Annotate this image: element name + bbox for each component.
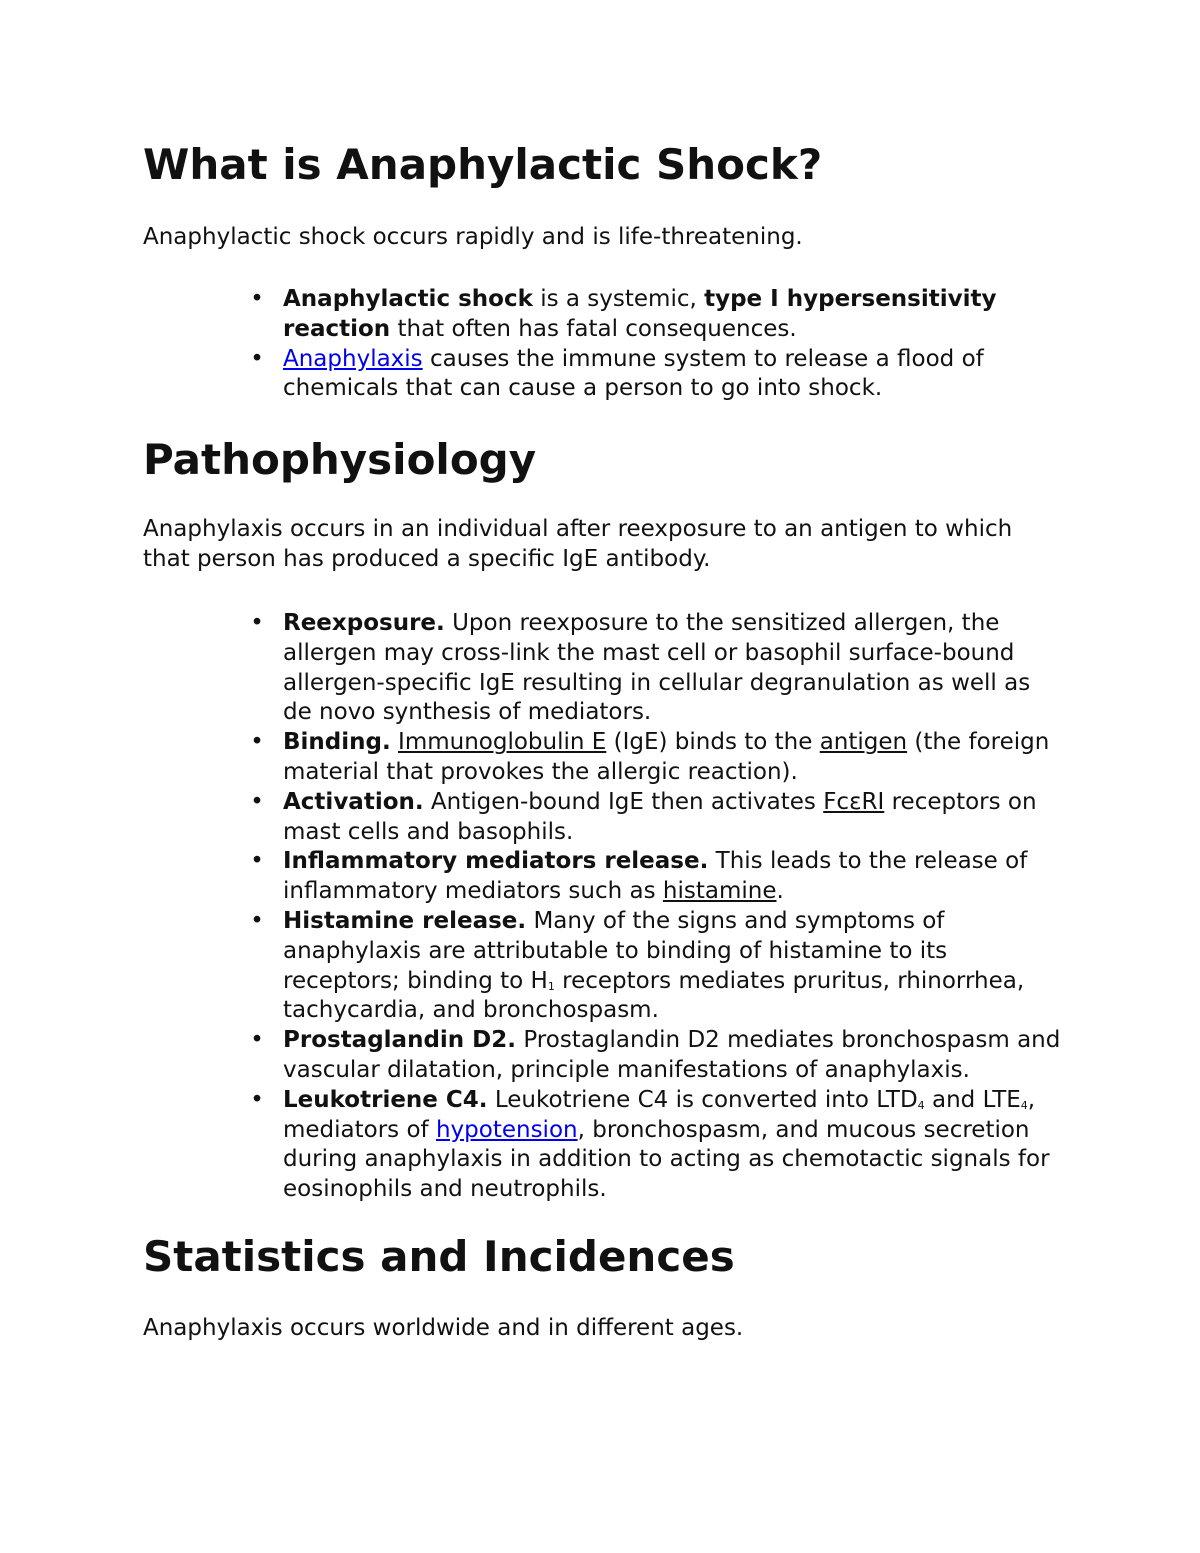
list-item xyxy=(250,1026,1063,1086)
bullet-icon: • xyxy=(250,610,264,636)
link-antigen[interactable]: antigen xyxy=(819,729,908,756)
link-hypotension[interactable]: hypotension xyxy=(435,1116,578,1143)
list-item xyxy=(250,285,1063,345)
body-text: is a systemic, xyxy=(532,286,705,312)
bullet-icon: • xyxy=(250,286,264,312)
heading-statistics-and-incidences: Statistics and Incidences xyxy=(143,1232,735,1281)
bullet-icon: • xyxy=(250,1027,264,1054)
list-item xyxy=(250,847,1063,907)
link-anaphylaxis[interactable]: Anaphylaxis xyxy=(283,345,423,372)
bullet-list-1 xyxy=(143,285,1063,404)
body-text: causes the immune system to release a flood of chemicals that can cause a person to go into shock. xyxy=(283,345,984,402)
body-text: that often has fatal consequences. xyxy=(390,315,797,342)
bold-term: Activation. xyxy=(283,788,424,815)
bullet-icon: • xyxy=(250,729,264,756)
intro-paragraph-3: Anaphylaxis occurs worldwide and in different ages. xyxy=(143,1315,744,1341)
link-immunoglobulin-e[interactable]: Immunoglobulin E xyxy=(398,729,607,756)
list-item xyxy=(250,788,1063,848)
subscript: 4 xyxy=(1020,1098,1028,1112)
bullet-icon: • xyxy=(250,788,264,815)
bold-term: Reexposure. xyxy=(283,610,445,636)
bullet-icon: • xyxy=(250,345,264,372)
body-text: receptors on mast cells and basophils. xyxy=(283,788,1037,845)
body-text: and LTE xyxy=(924,1086,1021,1113)
list-item xyxy=(250,345,1063,405)
bullet-icon: • xyxy=(250,1086,264,1113)
heading-pathophysiology: Pathophysiology xyxy=(143,435,537,484)
intro-paragraph-1: Anaphylactic shock occurs rapidly and is life-threatening. xyxy=(143,224,803,250)
body-text: Leukotriene C4 is converted into LTD xyxy=(487,1086,918,1113)
body-text: , mediators of xyxy=(283,1086,1036,1143)
body-text: Many of the signs and symptoms of anaphylaxis are attributable to binding of histamine to its receptors; binding to H xyxy=(283,907,948,994)
body-text: receptors mediates pruritus, rhinorrhea, tachycardia, and bronchospasm. xyxy=(283,967,1025,1024)
bold-term: Prostaglandin D2. xyxy=(283,1027,517,1054)
body-text xyxy=(391,729,398,755)
body-text: (IgE) binds to the xyxy=(606,729,820,756)
list-item xyxy=(250,907,1063,1026)
body-text: , bronchospasm, and mucous secretion during anaphylaxis in addition to acting as chemotactic signals for eosinophils and neutrophils. xyxy=(283,1116,1050,1203)
bold-term: Anaphylactic shock xyxy=(283,286,533,312)
list-item xyxy=(250,728,1063,788)
body-text: . xyxy=(776,878,784,905)
bold-term: type I hypersensitivity reaction xyxy=(283,286,997,342)
intro-paragraph-2: Anaphylaxis occurs in an individual after reexposure to an antigen to which that person has produced a specific IgE antibody. xyxy=(143,516,1013,572)
body-text: Prostaglandin D2 mediates bronchospasm and vascular dilatation, principle manifestations of anaphylaxis. xyxy=(283,1027,1061,1083)
list-item xyxy=(250,1086,1063,1205)
body-text: Upon reexposure to the sensitized allergen, the allergen may cross-link the mast cell or basophil surface-bound allergen-specific IgE resulting in cellular degranulation as well as de novo synthesis of mediators. xyxy=(283,610,1031,726)
link-histamine[interactable]: histamine xyxy=(662,878,777,905)
bold-term: Histamine release. xyxy=(283,907,527,934)
body-text: This leads to the release of inflammatory mediators such as xyxy=(283,848,1028,905)
link-fceri[interactable]: FcεRI xyxy=(823,788,885,815)
body-text: Antigen-bound IgE then activates xyxy=(423,788,824,815)
bold-term: Inflammatory mediators release. xyxy=(283,848,709,875)
bullet-icon: • xyxy=(250,848,264,875)
bold-term: Leukotriene C4. xyxy=(283,1086,488,1113)
body-text: (the foreign material that provokes the allergic reaction). xyxy=(283,729,1050,785)
list-item xyxy=(250,609,1063,728)
bullet-list-2 xyxy=(143,609,1063,1205)
subscript: 1 xyxy=(547,979,555,993)
bullet-icon: • xyxy=(250,907,264,934)
subscript: 4 xyxy=(917,1098,925,1112)
heading-what-is-anaphylactic-shock: What is Anaphylactic Shock? xyxy=(143,140,823,189)
bold-term: Binding. xyxy=(283,729,391,756)
